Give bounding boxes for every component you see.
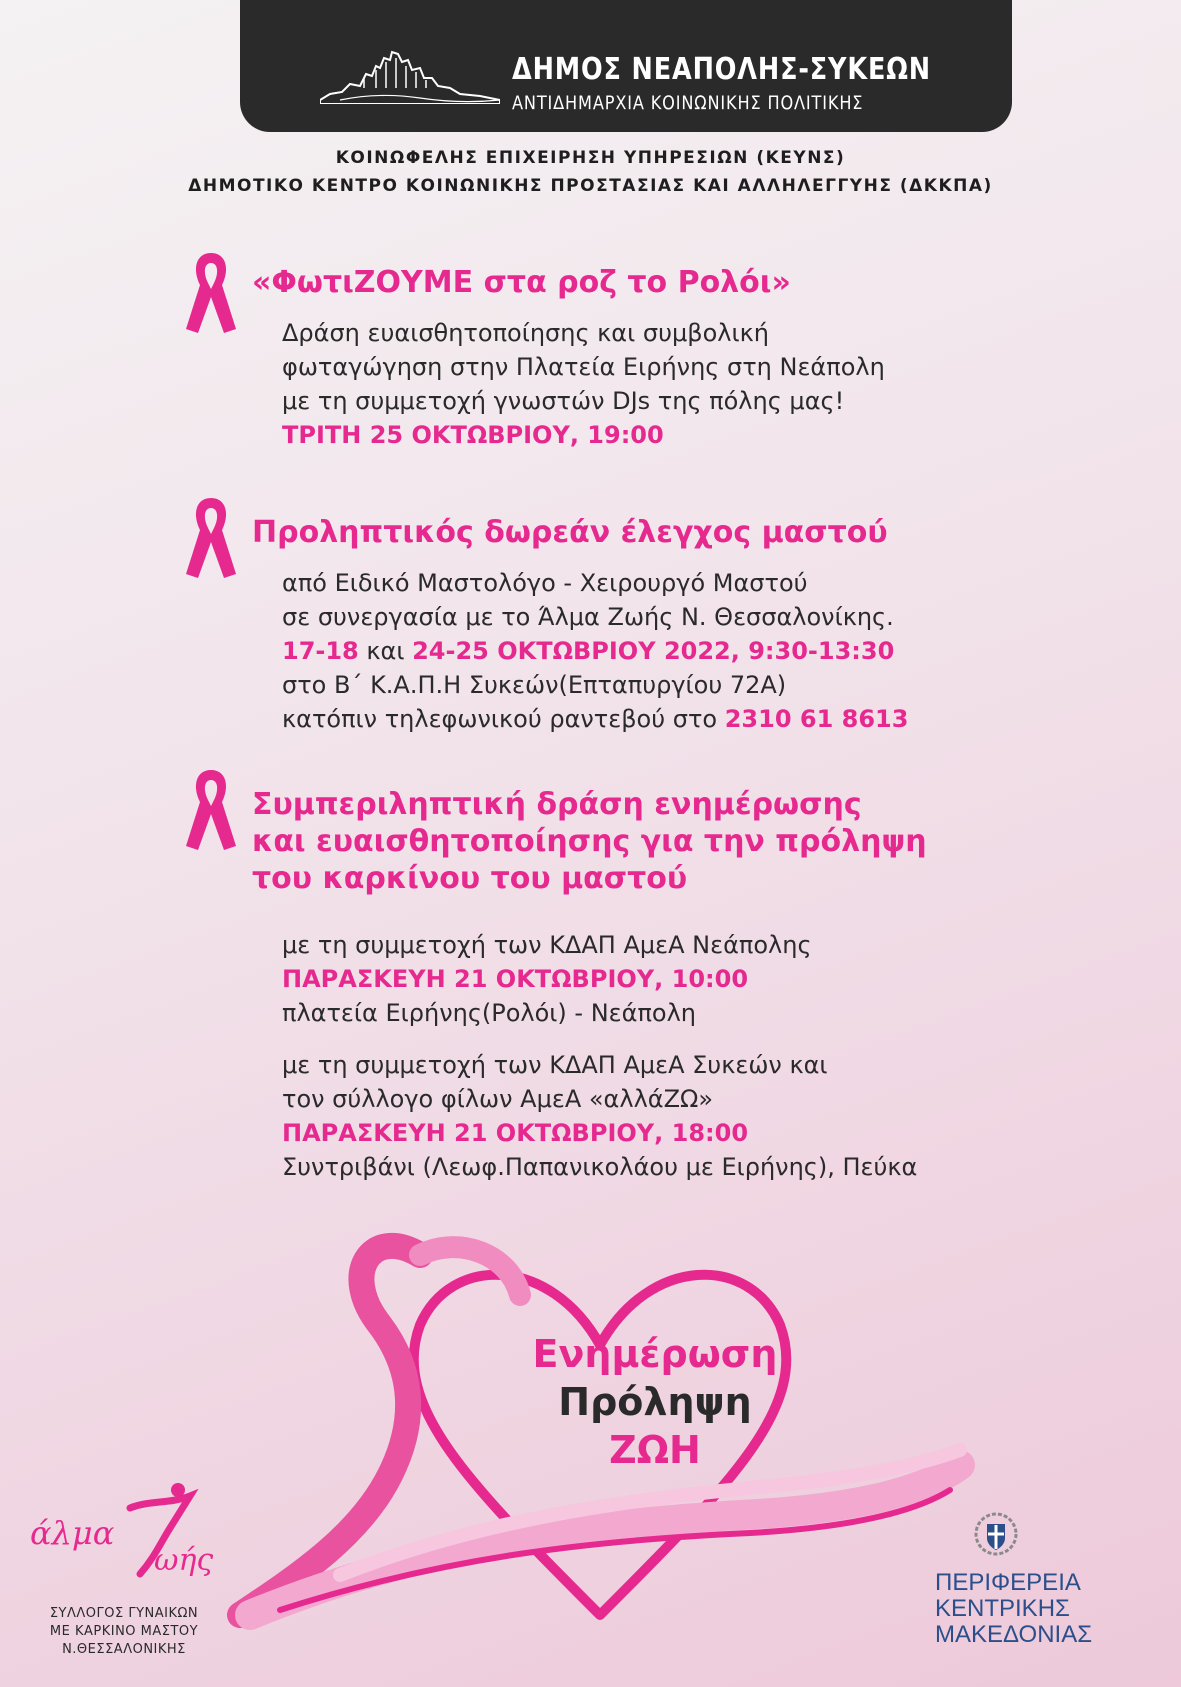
event1-time: , 19:00	[569, 421, 664, 449]
event2-date-join: και	[358, 637, 413, 665]
alma-zois-logo	[30, 1478, 220, 1578]
pink-ribbon-icon	[186, 245, 236, 335]
event3-b-line2: τον σύλλογο φίλων ΑμεΑ «αλλάΖΩ»	[282, 1085, 714, 1113]
region-line-3: ΜΑΚΕΔΟΝΙΑΣ	[935, 1621, 1093, 1648]
event3-part-a	[282, 928, 812, 1030]
event1-datetime	[282, 418, 885, 452]
event2-title: Προληπτικός δωρεάν έλεγχος μαστού	[252, 515, 888, 550]
event2-line2: σε συνεργασία με το Άλμα Ζωής Ν. Θεσσαλονίκης.	[282, 603, 894, 631]
slogan-word-1: Ενημέρωση	[532, 1332, 778, 1376]
greek-emblem-icon	[972, 1508, 1020, 1560]
event3-a-date: ΠΑΡΑΣΚΕΥΗ 21 ΟΚΤΩΒΡΙΟΥ	[282, 965, 655, 993]
event2-datetime	[282, 634, 908, 668]
event3-a-time: , 10:00	[654, 965, 749, 993]
event1-line2: φωταγώγηση στην Πλατεία Ειρήνης στη Νεάπολη	[282, 353, 885, 381]
event3-b-datetime	[282, 1116, 917, 1150]
department-subtitle: ΑΝΤΙΔΗΜΑΡΧΙΑ ΚΟΙΝΩΝΙΚΗΣ ΠΟΛΙΤΙΚΗΣ	[512, 92, 864, 114]
alma-caption-2: ΜΕ ΚΑΡΚΙΝΟ ΜΑΣΤΟΥ	[49, 1624, 199, 1639]
event3-title-line2: και ευαισθητοποίησης για την πρόληψη	[252, 824, 927, 859]
slogan-word-3: ΖΩΗ	[609, 1428, 701, 1472]
alma-logo-text-2: ωής	[154, 1543, 214, 1578]
event3-a-line1: με τη συμμετοχή των ΚΔΑΠ ΑμεΑ Νεάπολης	[282, 931, 812, 959]
pink-ribbon-icon	[186, 762, 236, 852]
region-line-2: ΚΕΝΤΡΙΚΗΣ	[935, 1595, 1070, 1622]
event2-line5	[282, 702, 908, 736]
event2-date-a: 17-18	[282, 637, 359, 665]
pink-ribbon-icon	[186, 490, 236, 580]
event3-title-line3: του καρκίνου του μαστού	[252, 861, 688, 896]
municipality-title: ΔΗΜΟΣ ΝΕΑΠΟΛΗΣ-ΣΥΚΕΩΝ	[512, 52, 931, 87]
event2-phone: 2310 61 8613	[724, 705, 909, 733]
organization-line-1: ΚΟΙΝΩΦΕΛΗΣ ΕΠΙΧΕΙΡΗΣΗ ΥΠΗΡΕΣΙΩΝ (ΚΕΥΝΣ)	[335, 148, 846, 168]
event3-a-place: πλατεία Ειρήνης(Ρολόι) - Νεάπολη	[282, 999, 696, 1027]
event3-part-b	[282, 1048, 917, 1184]
event1-title: «ΦωτιΖΟΥΜΕ στα ροζ το Ρολόι»	[252, 265, 791, 300]
event2-line4: στο Β΄ Κ.Α.Π.Η Συκεών(Επταπυργίου 72Α)	[282, 671, 787, 699]
organization-line-2: ΔΗΜΟΤΙΚΟ ΚΕΝΤΡΟ ΚΟΙΝΩΝΙΚΗΣ ΠΡΟΣΤΑΣΙΑΣ ΚΑΙ ΑΛΛΗΛΕΓΓΥΗΣ (ΔΚΚΠΑ)	[188, 176, 993, 196]
region-line-1: ΠΕΡΙΦΕΡΕΙΑ	[935, 1569, 1081, 1596]
alma-caption-3: Ν.ΘΕΣΣΑΛΟΝΙΚΗΣ	[62, 1642, 186, 1657]
event2-line5-prefix: κατόπιν τηλεφωνικού ραντεβού στο	[282, 705, 725, 733]
alma-caption	[30, 1605, 218, 1659]
event1-line3: με τη συμμετοχή γνωστών DJs της πόλης μας!	[282, 387, 845, 415]
slogan-word-2: Πρόληψη	[558, 1380, 752, 1424]
organization-lines	[0, 148, 1181, 204]
event1-details	[282, 316, 885, 452]
event2-details	[282, 566, 908, 736]
event3-b-place: Συντριβάνι (Λεωφ.Παπανικολάου με Ειρήνης), Πεύκα	[282, 1153, 918, 1181]
event3-a-datetime	[282, 962, 812, 996]
region-name	[935, 1570, 1165, 1648]
alma-caption-1: ΣΥΛΛΟΓΟΣ ΓΥΝΑΙΚΩΝ	[49, 1606, 199, 1621]
event2-date-b: 24-25 ΟΚΤΩΒΡΙΟΥ 2022	[412, 637, 731, 665]
alma-logo-text-1: άλμα	[30, 1514, 115, 1552]
event3-b-line1: με τη συμμετοχή των ΚΔΑΠ ΑμεΑ Συκεών και	[282, 1051, 828, 1079]
header-bar	[240, 0, 1012, 132]
event3-b-time: , 18:00	[654, 1119, 749, 1147]
event1-date: ΤΡΙΤΗ 25 ΟΚΤΩΒΡΙΟΥ	[282, 421, 570, 449]
event2-time: 9:30-13:30	[748, 637, 895, 665]
event3-title-line1: Συμπεριληπτική δράση ενημέρωσης	[252, 787, 862, 822]
event3-title	[252, 786, 927, 897]
event2-time-sep: ,	[730, 637, 749, 665]
event2-line1: από Ειδικό Μαστολόγο - Χειρουργό Μαστού	[282, 569, 808, 597]
event1-line1: Δράση ευαισθητοποίησης και συμβολική	[282, 319, 769, 347]
slogan	[505, 1330, 805, 1474]
castle-icon	[320, 48, 500, 104]
event3-b-date: ΠΑΡΑΣΚΕΥΗ 21 ΟΚΤΩΒΡΙΟΥ	[282, 1119, 655, 1147]
